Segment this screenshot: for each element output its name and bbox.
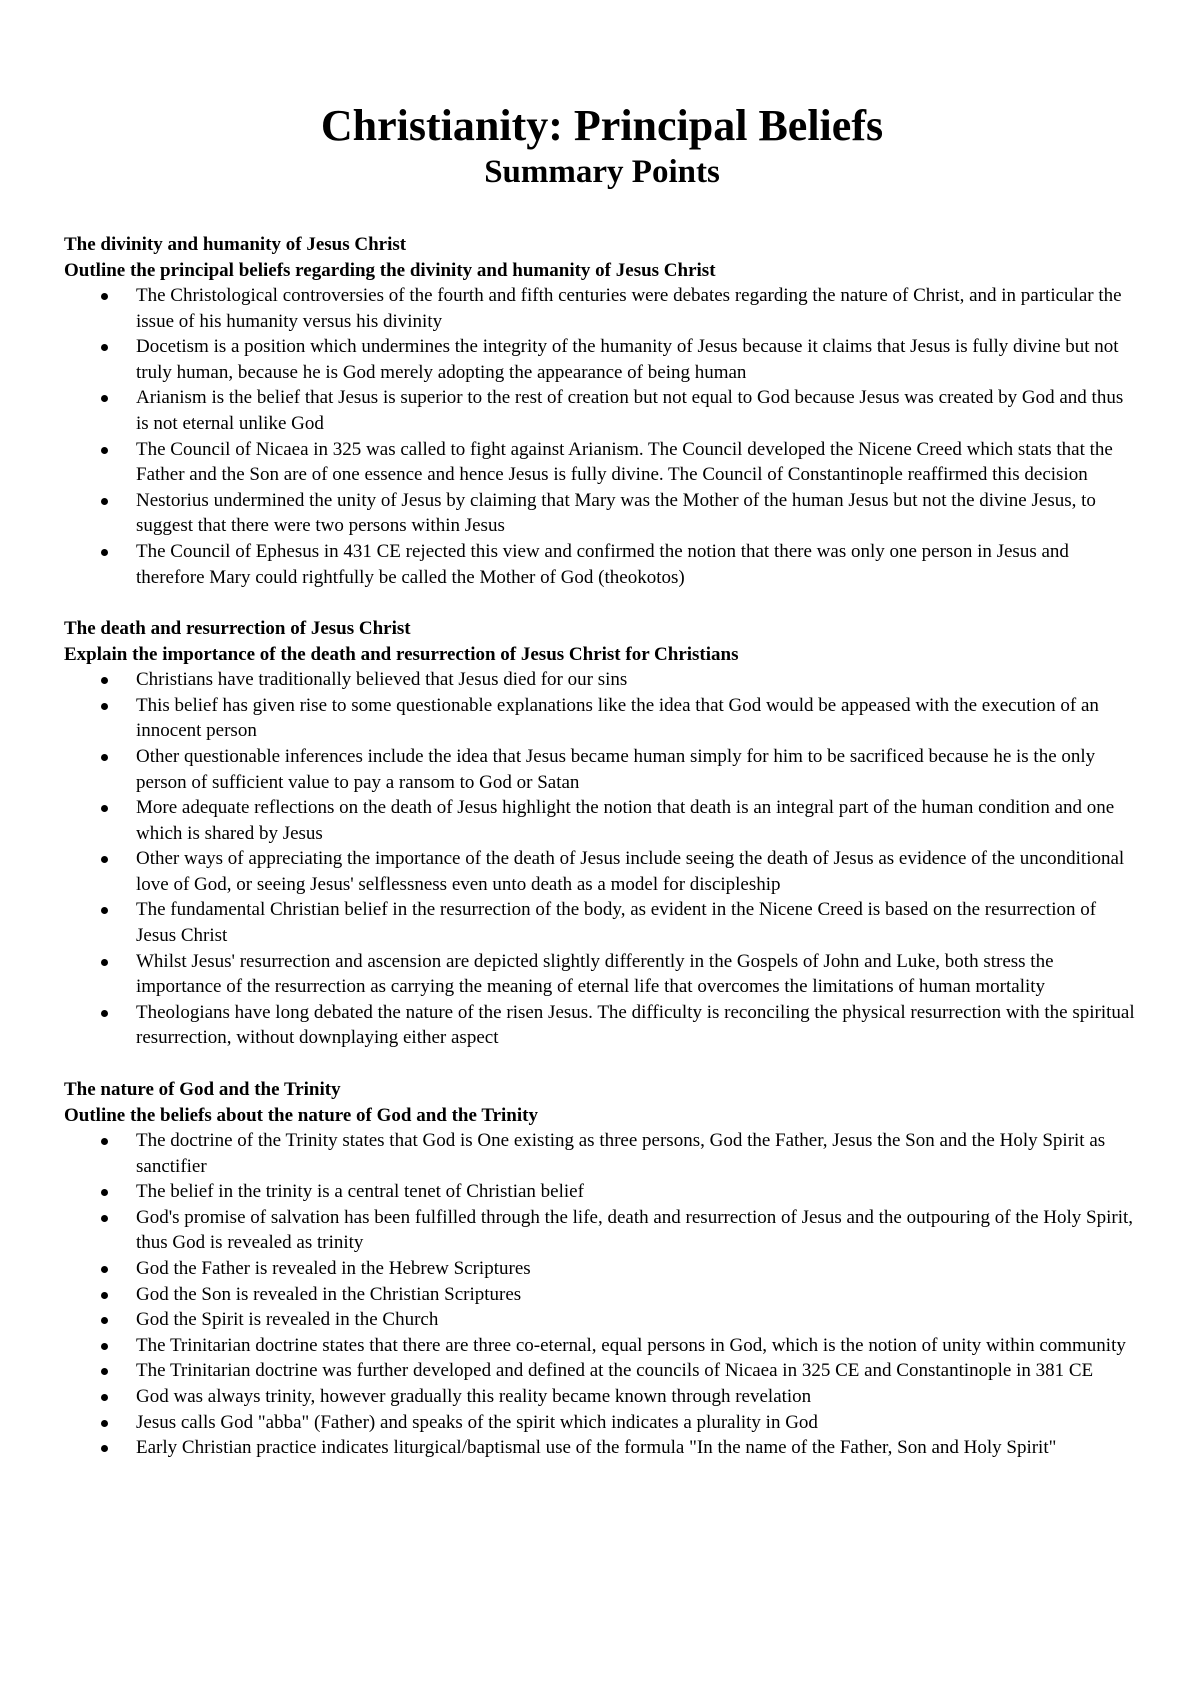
section-divinity-humanity: [64, 232, 1140, 590]
bullet-icon: [101, 1445, 108, 1452]
list-item-text: Nestorius undermined the unity of Jesus by claiming that Mary was the Mother of the human Jesus but not the divine Jesus, to suggest that there were two persons within Jesus: [136, 489, 1096, 537]
list-item: [64, 334, 1140, 385]
section-question: Explain the importance of the death and resurrection of Jesus Christ for Christians: [64, 643, 739, 665]
list-item: [64, 1307, 1140, 1333]
document-title: Christianity: Principal Beliefs: [320, 101, 884, 150]
bullet-icon: [101, 1138, 108, 1145]
list-item-text: Early Christian practice indicates liturgical/baptismal use of the formula "In the name of the Father, Son and Holy Spirit": [136, 1437, 1057, 1459]
list-item: [64, 1384, 1140, 1410]
list-item-text: The fundamental Christian belief in the resurrection of the body, as evident in the Nicene Creed is based on the resurrection of Jesus Christ: [136, 899, 1097, 947]
list-item: [64, 897, 1140, 948]
list-item-text: The belief in the trinity is a central tenet of Christian belief: [136, 1181, 584, 1203]
list-item-text: The Council of Nicaea in 325 was called to fight against Arianism. The Council developed the Nicene Creed which stats that the Father and the Son are of one essence and hence Jesus is fully divine. The Council of Constantinople reaffirmed this decision: [136, 438, 1113, 486]
list-item-text: The Council of Ephesus in 431 CE rejected this view and confirmed the notion that there was only one person in Jesus and therefore Mary could rightfully be called the Mother of God (theokotos): [136, 540, 1069, 588]
list-item: [64, 949, 1140, 1000]
bullet-list: [64, 667, 1140, 1051]
list-item: [64, 488, 1140, 539]
list-item: [64, 667, 1140, 693]
bullet-icon: [101, 1010, 108, 1017]
list-item-text: Christians have traditionally believed that Jesus died for our sins: [136, 669, 628, 691]
list-item: [64, 1000, 1140, 1051]
bullet-list: [64, 283, 1140, 590]
list-item-text: God was always trinity, however gradually this reality became known through revelation: [136, 1385, 812, 1407]
list-item-text: God the Father is revealed in the Hebrew Scriptures: [136, 1258, 531, 1279]
bullet-icon: [101, 754, 108, 761]
bullet-icon: [101, 344, 108, 351]
list-item: [64, 1256, 1140, 1282]
bullet-icon: [101, 677, 108, 684]
list-item-text: Theologians have long debated the nature of the risen Jesus. The difficulty is reconciling the physical resurrection with the spiritual resurrection, without downplaying either aspect: [136, 1001, 1135, 1049]
document-subtitle: Summary Points: [484, 154, 720, 190]
list-item: [64, 1282, 1140, 1308]
list-item: [64, 1410, 1140, 1436]
section-question: Outline the beliefs about the nature of God and the Trinity: [64, 1104, 538, 1126]
bullet-icon: [101, 703, 108, 710]
list-item-text: God the Spirit is revealed in the Church: [136, 1309, 439, 1331]
list-item: [64, 846, 1140, 897]
list-item: [64, 1205, 1140, 1256]
bullet-icon: [101, 1368, 108, 1375]
list-item-text: God the Son is revealed in the Christian Scriptures: [136, 1283, 522, 1305]
list-item: [64, 1179, 1140, 1205]
section-heading: The death and resurrection of Jesus Christ: [64, 618, 411, 640]
list-item: [64, 1358, 1140, 1384]
section-heading: The nature of God and the Trinity: [64, 1079, 341, 1101]
bullet-icon: [101, 1343, 108, 1350]
list-item: [64, 1333, 1140, 1359]
bullet-icon: [101, 959, 108, 966]
section-death-resurrection: [64, 616, 1140, 1051]
section-heading: The divinity and humanity of Jesus Christ: [64, 234, 407, 255]
bullet-icon: [101, 1292, 108, 1299]
bullet-icon: [101, 293, 108, 300]
bullet-icon: [101, 1394, 108, 1401]
bullet-icon: [101, 498, 108, 505]
bullet-icon: [101, 1420, 108, 1427]
list-item-text: Whilst Jesus' resurrection and ascension are depicted slightly differently in the Gospels of John and Luke, both stress the importance of the resurrection as carrying the meaning of eternal life that overcomes the limitations of human mortality: [136, 950, 1054, 998]
list-item: [64, 693, 1140, 744]
list-item-text: The Trinitarian doctrine states that there are three co-eternal, equal persons in God, which is the notion of unity within community: [136, 1334, 1126, 1356]
list-item: [64, 1435, 1140, 1461]
list-item-text: The doctrine of the Trinity states that God is One existing as three persons, God the Father, Jesus the Son and the Holy Spirit as sanctifier: [136, 1130, 1106, 1177]
bullet-icon: [101, 856, 108, 863]
bullet-icon: [101, 1189, 108, 1196]
bullet-icon: [101, 549, 108, 556]
list-item-text: Other questionable inferences include the idea that Jesus became human simply for him to be sacrificed because he is the only person of sufficient value to pay a ransom to God or Satan: [136, 745, 1096, 793]
list-item: [64, 744, 1140, 795]
list-item: [64, 795, 1140, 846]
bullet-icon: [101, 907, 108, 914]
list-item-text: The Trinitarian doctrine was further developed and defined at the councils of Nicaea in 325 CE and Constantinople in 381 CE: [136, 1360, 1094, 1382]
bullet-icon: [101, 395, 108, 402]
list-item: [64, 437, 1140, 488]
list-item-text: God's promise of salvation has been fulfilled through the life, death and resurrection of Jesus and the outpouring of the Holy Spirit, thus God is revealed as trinity: [136, 1206, 1134, 1254]
list-item-text: This belief has given rise to some questionable explanations like the idea that God would be appeased with the execution of an innocent person: [136, 694, 1099, 742]
bullet-list: [64, 1128, 1140, 1461]
list-item-text: Docetism is a position which undermines the integrity of the humanity of Jesus because it claims that Jesus is fully divine but not truly human, because he is God merely adopting the appearance of being human: [136, 336, 1119, 383]
bullet-icon: [101, 1266, 108, 1273]
list-item-text: The Christological controversies of the fourth and fifth centuries were debates regarding the nature of Christ, and in particular the issue of his humanity versus his divinity: [136, 285, 1122, 332]
list-item: [64, 1128, 1140, 1179]
section-question: Outline the principal beliefs regarding the divinity and humanity of Jesus Christ: [64, 259, 716, 281]
list-item-text: Jesus calls God "abba" (Father) and speaks of the spirit which indicates a plurality in God: [136, 1411, 818, 1433]
list-item-text: Other ways of appreciating the importance of the death of Jesus include seeing the death of Jesus as evidence of the unconditional love of God, or seeing Jesus' selflessness even unto death as a model for discipleship: [136, 848, 1125, 895]
list-item-text: Arianism is the belief that Jesus is superior to the rest of creation but not equal to God because Jesus was created by God and thus is not eternal unlike God: [136, 387, 1124, 434]
list-item: [64, 385, 1140, 436]
bullet-icon: [101, 447, 108, 454]
section-god-trinity: [64, 1077, 1140, 1461]
bullet-icon: [101, 1215, 108, 1222]
bullet-icon: [101, 1317, 108, 1324]
list-item: [64, 539, 1140, 590]
bullet-icon: [101, 805, 108, 812]
list-item: [64, 283, 1140, 334]
list-item-text: More adequate reflections on the death of Jesus highlight the notion that death is an integral part of the human condition and one which is shared by Jesus: [136, 797, 1115, 844]
